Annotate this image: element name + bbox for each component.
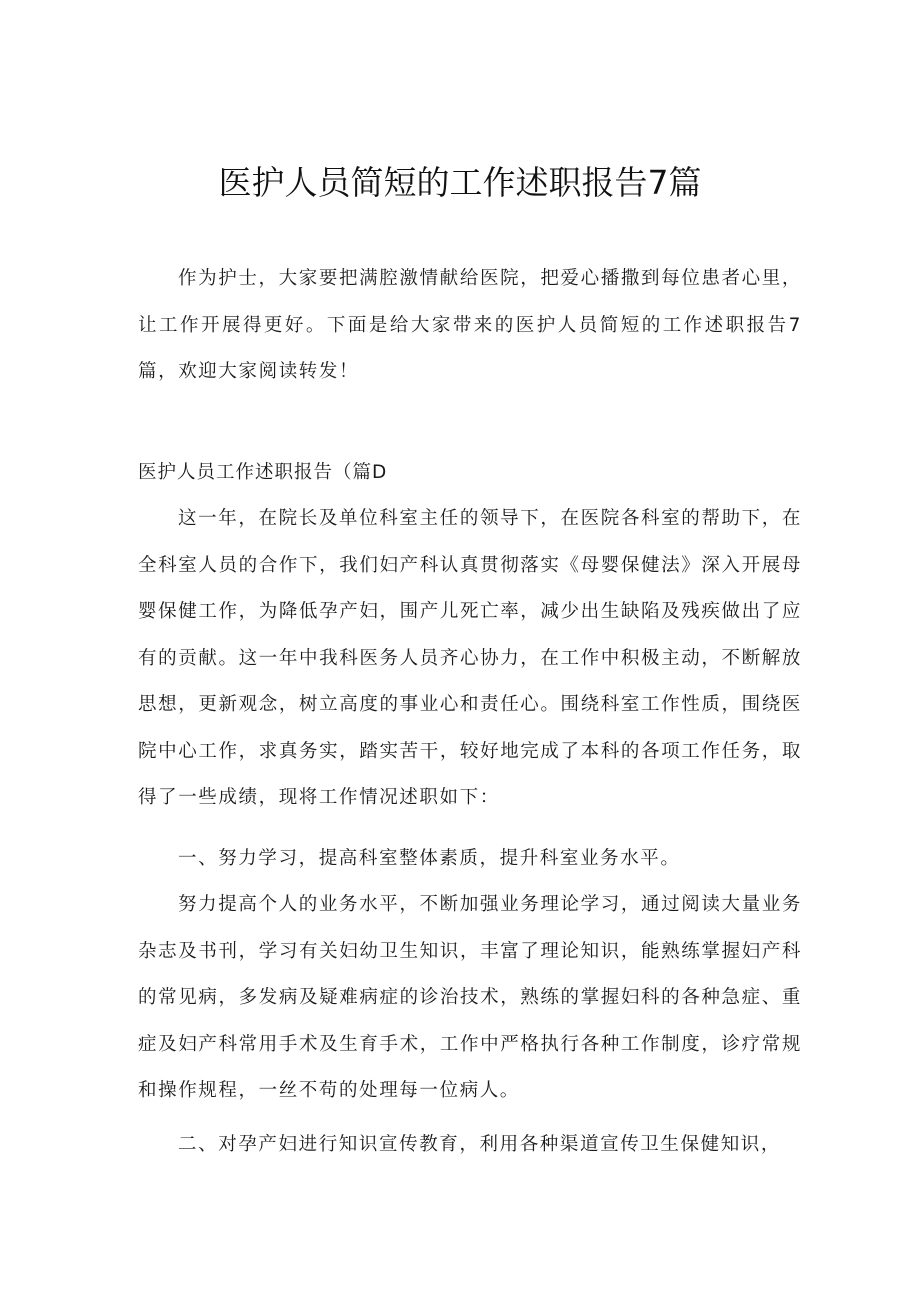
intro-paragraph: 作为护士，大家要把满腔激情献给医院，把爱心播撒到每位患者心里，让工作开展得更好。下面是给大家带来的医护人员简短的工作述职报告7篇，欢迎大家阅读转发！: [138, 268, 802, 382]
body-paragraph: 这一年，在院长及单位科室主任的领导下，在医院各科室的帮助下，在全科室人员的合作下，我们妇产科认真贯彻落实《母婴保健法》深入开展母婴保健工作，为降低孕产妇，围产儿死亡率，减少出生缺陷及残疾做出了应有的贡献。这一年中我科医务人员齐心协力，在工作中积极主动，不断解放思想，更新观念，树立高度的事业心和责任心。围绕科室工作性质，围绕医院中心工作，求真务实，踏实苦干，较好地完成了本科的各项工作任务，取得了一些成绩，现将工作情况述职如下：: [138, 508, 802, 808]
list-heading-item: 二、对孕产妇进行知识宣传教育，利用各种渠道宣传卫生保健知识，: [178, 1134, 782, 1155]
list-heading-item: 一、努力学习，提高科室整体素质，提升科室业务水平。: [178, 848, 681, 869]
body-paragraph: 努力提高个人的业务水平，不断加强业务理论学习，通过阅读大量业务杂志及书刊，学习有关妇幼卫生知识，丰富了理论知识，能熟练掌握妇产科的常见病，多发病及疑难病症的诊治技术，熟练的掌握妇科的各种急症、重症及妇产科常用手术及生育手术，工作中严格执行各种工作制度，诊疗常规和操作规程，一丝不苟的处理每一位病人。: [138, 894, 802, 1101]
page-title: 医护人员简短的工作述职报告7篇: [218, 163, 702, 202]
section-heading: 医护人员工作述职报告（篇D: [138, 462, 388, 483]
